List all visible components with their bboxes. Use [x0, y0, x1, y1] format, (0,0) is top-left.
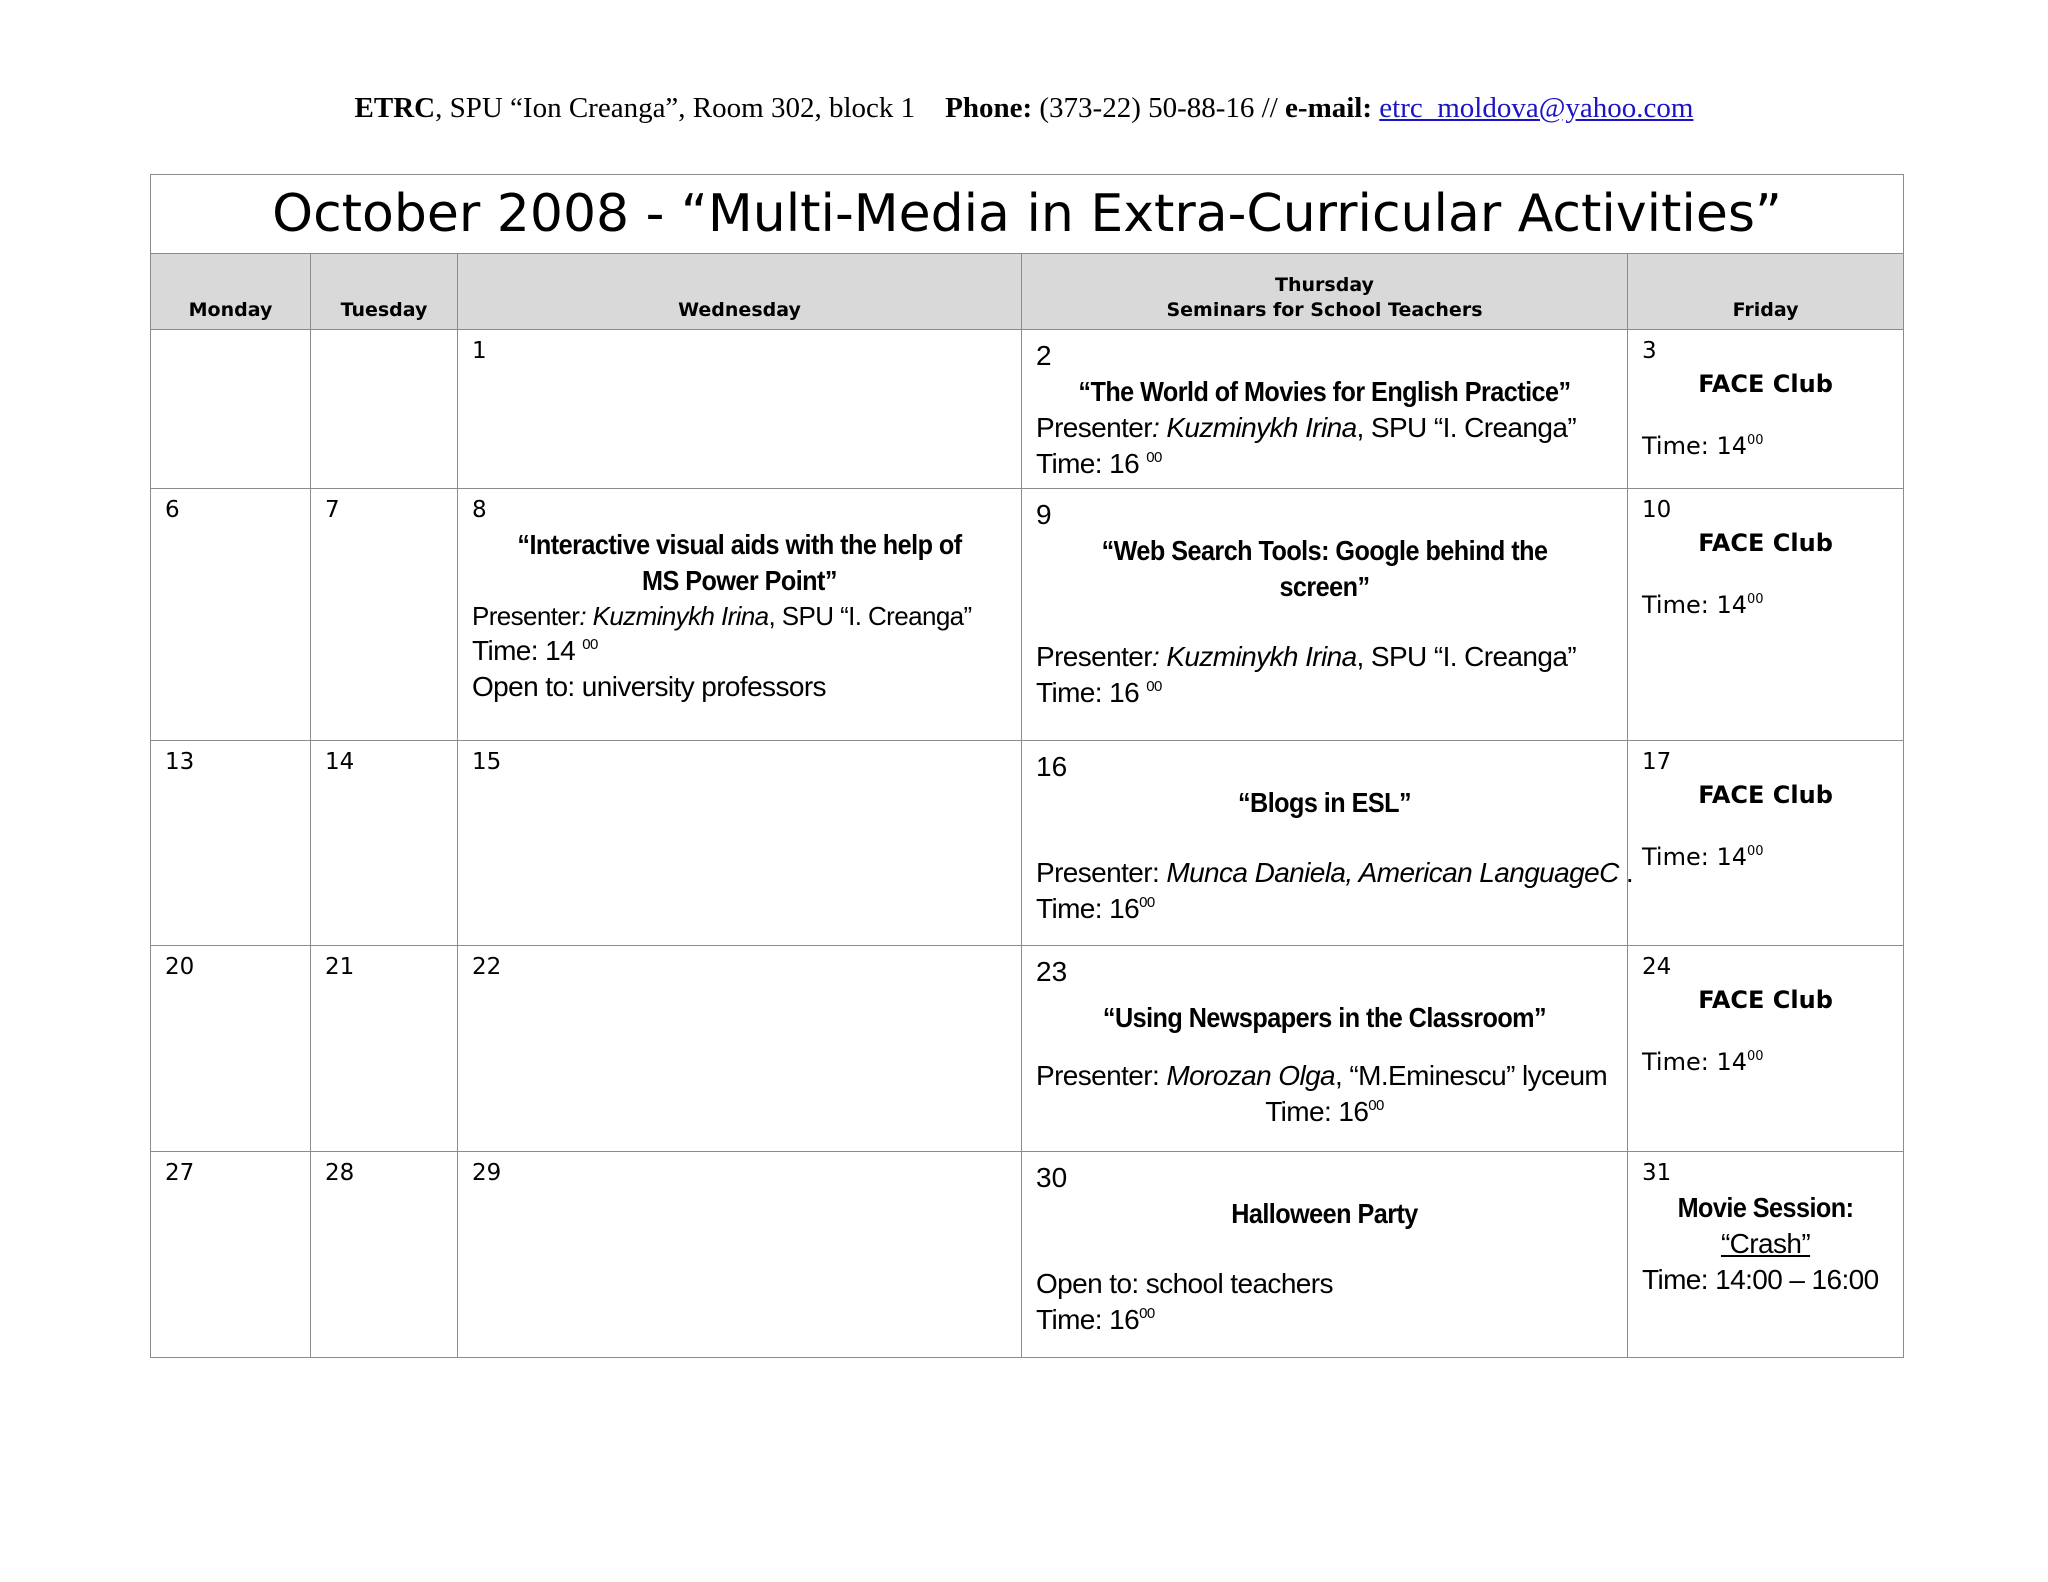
org-name: ETRC: [354, 92, 436, 124]
day-cell: [458, 1152, 1022, 1358]
day-cell: [151, 489, 311, 741]
event-presenter: Presenter: Morozan Olga, “M.Eminescu” lyceum: [1036, 1060, 1608, 1091]
day-number: 23: [1036, 956, 1068, 987]
day-cell-empty: [311, 330, 458, 489]
day-cell: [311, 946, 458, 1152]
day-cell: [1022, 946, 1628, 1152]
day-cell: [458, 741, 1022, 946]
calendar-table: [150, 174, 1904, 1358]
day-cell: [1628, 946, 1904, 1152]
event-time: Time: 16 $^{00}$: [1036, 677, 1162, 708]
weekday-wednesday: Wednesday: [458, 254, 1022, 330]
weekday-friday: Friday: [1628, 254, 1904, 330]
email-link[interactable]: etrc_moldova@yahoo.com: [1379, 92, 1694, 124]
day-cell: [1628, 741, 1904, 946]
phone-number: (373-22) 50-88-16 //: [1032, 92, 1286, 124]
day-number: 10: [1642, 497, 1672, 523]
week-row: [151, 946, 1904, 1152]
day-number: 14: [325, 749, 355, 775]
weekday-tuesday: Tuesday: [311, 254, 458, 330]
day-cell: [1022, 489, 1628, 741]
movie-name: “Crash”: [1720, 1228, 1811, 1259]
day-number: 15: [472, 749, 502, 775]
week-row: [151, 330, 1904, 489]
day-cell: [1022, 1152, 1628, 1358]
event-title: Halloween Party: [1231, 1198, 1418, 1229]
day-cell: [311, 489, 458, 741]
day-number: 27: [165, 1160, 195, 1186]
event-audience: Open to: university professors: [472, 671, 826, 702]
club-time: Time: $14^{00}$: [1642, 1048, 1764, 1076]
club-name: FACE Club: [1698, 986, 1833, 1014]
day-cell: [1022, 741, 1634, 946]
day-cell: [311, 1152, 458, 1358]
day-cell: [458, 489, 1022, 741]
event-time: Time: $16^{00}$: [1265, 1096, 1384, 1127]
club-time: Time: $14^{00}$: [1642, 591, 1764, 619]
weekday-thursday: [1022, 254, 1628, 330]
day-cell: [1628, 330, 1904, 489]
day-number: 6: [165, 497, 180, 523]
day-number: 30: [1036, 1162, 1068, 1193]
event-time: Time: 16 $^{00}$: [1036, 448, 1162, 479]
email-label: e-mail:: [1285, 92, 1373, 124]
day-number: 9: [1036, 499, 1052, 530]
day-number: 29: [472, 1160, 502, 1186]
event-time: Time: $16^{00}$: [1036, 1304, 1155, 1335]
day-cell: [151, 741, 311, 946]
event-presenter: Presenter: Kuzminykh Irina, SPU “I. Creanga”: [1036, 412, 1577, 443]
day-number: 13: [165, 749, 195, 775]
day-number: 16: [1036, 751, 1068, 782]
org-address: , SPU “Ion Creanga”, Room 302, block 1: [435, 92, 916, 124]
week-row: [151, 1152, 1904, 1358]
day-cell: [151, 1152, 311, 1358]
club-time: Time: $14^{00}$: [1642, 843, 1764, 871]
club-name: FACE Club: [1698, 781, 1833, 809]
event-time: Time: $16^{00}$: [1036, 893, 1155, 924]
weekday-monday: Monday: [151, 254, 311, 330]
weekday-thursday-subtitle: Seminars for School Teachers: [1166, 299, 1483, 321]
day-number: 2: [1036, 340, 1052, 371]
club-time: Time: $14^{00}$: [1642, 432, 1764, 460]
week-row: [151, 489, 1904, 741]
calendar-title: October 2008 - “Multi-Media in Extra-Curricular Activities”: [151, 175, 1904, 254]
movie-session-title: Movie Session:: [1677, 1192, 1854, 1223]
day-cell: [458, 946, 1022, 1152]
day-number: 8: [472, 497, 487, 523]
day-cell: [458, 330, 1022, 489]
day-cell: [311, 741, 458, 946]
day-number: 28: [325, 1160, 355, 1186]
day-cell: [1628, 489, 1904, 741]
day-number: 1: [472, 338, 487, 364]
event-presenter: Presenter: Munca Daniela, American LanguageC .: [1036, 857, 1634, 888]
day-number: 17: [1642, 749, 1672, 775]
club-name: FACE Club: [1698, 529, 1833, 557]
day-number: 22: [472, 954, 502, 980]
weekday-header-row: [151, 254, 1904, 330]
event-title: “Blogs in ESL”: [1237, 787, 1412, 818]
phone-label: Phone:: [945, 92, 1033, 124]
day-number: 7: [325, 497, 340, 523]
event-time: Time: 14 $^{00}$: [472, 635, 598, 666]
event-presenter: Presenter: Kuzminykh Irina, SPU “I. Creanga”: [472, 601, 972, 631]
club-name: FACE Club: [1698, 370, 1833, 398]
event-title: “Using Newspapers in the Classroom”: [1102, 1002, 1547, 1033]
movie-time: Time: 14:00 – 16:00: [1642, 1264, 1879, 1295]
day-number: 21: [325, 954, 355, 980]
day-number: 3: [1642, 338, 1657, 364]
event-title: “The World of Movies for English Practice”: [1078, 376, 1571, 407]
day-cell: [1628, 1152, 1904, 1358]
day-cell: [151, 946, 311, 1152]
day-cell-empty: [151, 330, 311, 489]
contact-header: [0, 92, 2048, 125]
week-row: [151, 741, 1904, 946]
day-cell: [1022, 330, 1628, 489]
event-presenter: Presenter: Kuzminykh Irina, SPU “I. Creanga”: [1036, 641, 1577, 672]
event-title: “Web Search Tools: Google behind the screen”: [1101, 535, 1548, 602]
day-number: 31: [1642, 1160, 1672, 1186]
event-audience: Open to: school teachers: [1036, 1268, 1333, 1299]
day-number: 24: [1642, 954, 1672, 980]
event-title: “Interactive visual aids with the help of MS Power Point”: [517, 529, 962, 596]
weekday-thursday-label: Thursday: [1275, 274, 1374, 296]
day-number: 20: [165, 954, 195, 980]
